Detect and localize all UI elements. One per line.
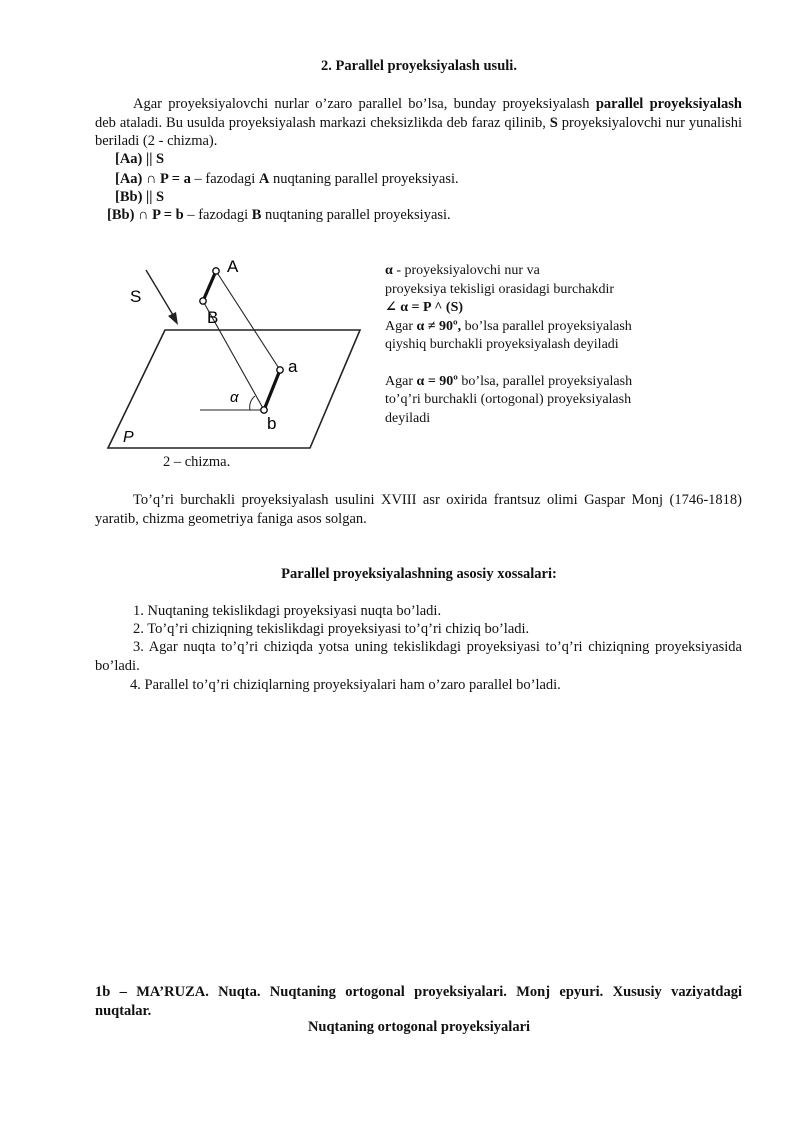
point-b-marker bbox=[200, 298, 206, 304]
side-note-line-2: proyeksiya tekisligi orasidagi burchakdir bbox=[385, 281, 614, 297]
point-a-marker bbox=[213, 268, 219, 274]
label-a-lower: a bbox=[288, 357, 298, 376]
formula-line-3 bbox=[115, 188, 164, 206]
lecture-heading: 1b – MA’RUZA. Nuqta. Nuqtaning ortogonal proyeksiyalari. Monj epyuri. Xususiy vaziyatdagi nuqtalar. bbox=[95, 984, 742, 1019]
formula-2: [Aa) ∩ P = a bbox=[115, 171, 191, 187]
formula-4-point: B bbox=[251, 207, 262, 223]
intro-text-2: deb ataladi. Bu usulda proyeksiyalash markazi cheksizlikda deb faraz qilinib, bbox=[95, 114, 550, 131]
label-alpha: α bbox=[230, 389, 239, 406]
direction-s-line bbox=[146, 270, 176, 320]
label-a-upper: A bbox=[227, 257, 239, 276]
side-note-line-5: qiyshiq burchakli proyeksiyalash deyiladi bbox=[385, 337, 619, 352]
alpha-symbol: α bbox=[385, 263, 393, 278]
properties-title: Parallel proyeksiyalashning asosiy xossalari: bbox=[281, 566, 557, 582]
figure-caption: 2 – chizma. bbox=[163, 454, 231, 470]
side-note-line-8: deyiladi bbox=[385, 410, 431, 426]
formula-4: [Bb) ∩ P = b bbox=[107, 207, 184, 223]
property-1: 1. Nuqtaning tekislikdagi proyeksiyasi nuqta bo’ladi. bbox=[133, 603, 442, 619]
side-note-text-1: - proyeksiyalovchi nur va bbox=[392, 263, 540, 278]
formula-4-rest: nuqtaning parallel proyeksiyasi. bbox=[261, 207, 451, 223]
lecture-subheading: Nuqtaning ortogonal proyeksiyalari bbox=[307, 1019, 531, 1035]
side-note-line-7: to’q’ri burchakli (ortogonal) proyeksiyalash bbox=[385, 392, 632, 407]
formula-2-rest: nuqtaning parallel proyeksiyasi. bbox=[269, 171, 459, 187]
intro-text-1: Agar proyeksiyalovchi nurlar o’zaro parallel bo’lsa, bunday proyeksiyalash bbox=[133, 96, 596, 112]
ray-aa bbox=[216, 271, 280, 370]
side-note-l6-pre: Agar bbox=[385, 373, 417, 389]
label-p: P bbox=[123, 429, 134, 446]
formula-2-point: A bbox=[258, 171, 270, 187]
formula-line-2 bbox=[115, 170, 459, 188]
side-note-line-4 bbox=[385, 318, 632, 337]
formula-line-4 bbox=[107, 206, 451, 224]
point-b-proj-marker bbox=[261, 407, 267, 413]
direction-s-arrowhead bbox=[168, 312, 178, 325]
side-note-l6-post: bo’lsa, parallel proyeksiyalash bbox=[457, 373, 633, 389]
formula-3: [Bb) || S bbox=[115, 189, 165, 205]
intro-bold-term: parallel proyeksiyalash bbox=[595, 96, 742, 112]
monge-paragraph: To’q’ri burchakli proyeksiyalash usulini XVIII asr oxirida frantsuz olimi Gaspar Monj (1746-1818) yaratib, chizma geometriya faniga asos solgan. bbox=[95, 492, 742, 527]
intro-bold-s: S bbox=[549, 114, 558, 131]
segment-projection-ab bbox=[264, 370, 280, 410]
formula-line-1 bbox=[115, 150, 164, 168]
projection-figure bbox=[90, 250, 370, 475]
side-note-line-6 bbox=[385, 373, 632, 392]
segment-ab bbox=[203, 271, 216, 301]
property-4: 4. Parallel to’q’ri chiziqlarning proyeksiyalari ham o’zaro parallel bo’ladi. bbox=[130, 677, 561, 693]
angle-arc bbox=[250, 396, 255, 410]
label-b-upper: B bbox=[207, 308, 219, 327]
side-note bbox=[385, 262, 632, 428]
section-title: 2. Parallel proyeksiyalash usuli. bbox=[321, 58, 517, 74]
side-note-spacer bbox=[385, 355, 632, 373]
formula-1: [Aa) || S bbox=[115, 151, 165, 167]
label-b-lower: b bbox=[267, 414, 277, 433]
property-3: 3. Agar nuqta to’q’ri chiziqda yotsa uning tekislikdagi proyeksiyasi to’q’ri chiziqning proyeksiyasida bo’ladi. bbox=[95, 639, 742, 674]
point-a-proj-marker bbox=[277, 367, 283, 373]
label-s: S bbox=[130, 287, 142, 306]
formula-4-mid: – fazodagi bbox=[183, 207, 252, 223]
formula-2-mid: – fazodagi bbox=[190, 171, 259, 187]
property-2: 2. To’q’ri chiziqning tekislikdagi proyeksiyasi to’q’ri chiziq bo’ladi. bbox=[133, 621, 530, 637]
side-note-line-1 bbox=[385, 262, 632, 281]
intro-paragraph bbox=[95, 95, 742, 151]
side-note-l4-pre: Agar bbox=[385, 318, 417, 334]
side-note-l4-bold: α ≠ 90º, bbox=[416, 318, 462, 334]
side-note-line-3: ∠ α = P ^ (S) bbox=[385, 300, 464, 315]
side-note-l6-bold: α = 90º bbox=[416, 373, 458, 389]
intro-text-3: proyeksiyalovchi nur yunalishi beriladi (2 - chizma). bbox=[95, 114, 743, 149]
side-note-l4-post: bo’lsa parallel proyeksiyalash bbox=[461, 318, 632, 334]
